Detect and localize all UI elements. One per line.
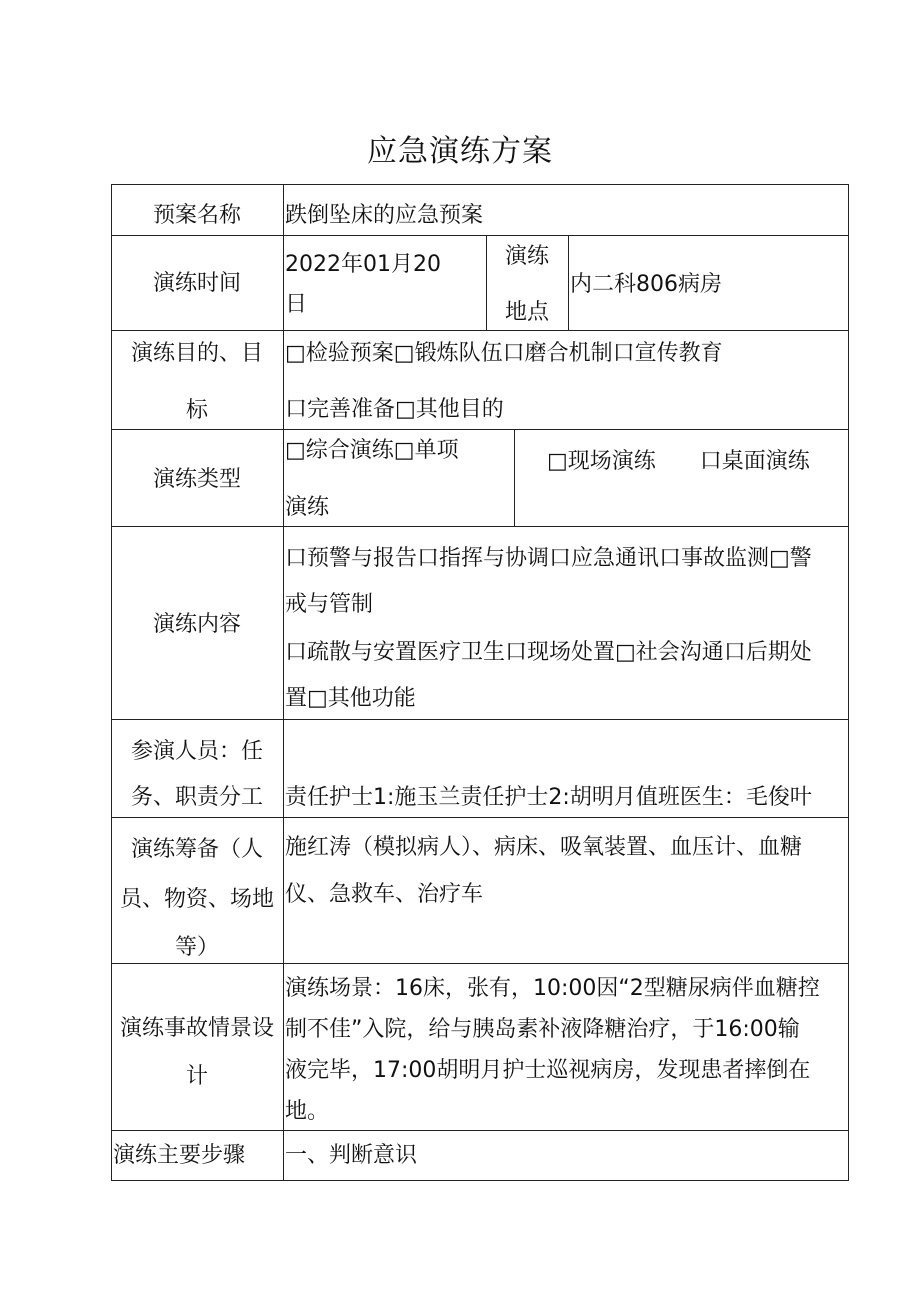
- table-rule: [111, 526, 849, 527]
- prep-line: 施红涛（模拟病人）、病床、吸氧装置、血压计、血糖: [285, 835, 803, 860]
- drill-purpose-label: 演练目的、目: [130, 341, 263, 366]
- table-rule: [111, 184, 849, 185]
- prep-label-cont: 员、物资、场地: [119, 887, 274, 912]
- prep-label-cont: 等）: [174, 935, 219, 960]
- drill-content-line: 口预警与报告口指挥与协调口应急通讯口事故监测□警: [285, 546, 812, 571]
- scenario-line: 演练场景：16床，张有，10:00因“2型糖尿病伴血糖控: [285, 976, 820, 1001]
- staff-label: 参演人员：任: [130, 739, 263, 764]
- table-rule: [848, 184, 849, 1181]
- drill-purpose-line: 口完善准备□其他目的: [285, 397, 504, 422]
- steps-label: 演练主要步骤: [113, 1143, 246, 1168]
- table-rule: [111, 719, 849, 720]
- staff-value: 责任护士1:施玉兰责任护士2:胡明月值班医生：毛俊叶: [285, 785, 812, 810]
- scenario-line: 地。: [285, 1099, 330, 1124]
- drill-type-option: □综合演练□单项: [285, 438, 459, 463]
- prep-label: 演练筹备（人: [130, 837, 263, 862]
- plan-name-label: 预案名称: [152, 203, 241, 228]
- table-rule: [111, 1130, 849, 1131]
- drill-content-line: 戒与管制: [285, 592, 374, 617]
- drill-time-label: 演练时间: [152, 271, 241, 296]
- drill-purpose-line: □检验预案□锻炼队伍口磨合机制口宣传教育: [285, 341, 723, 366]
- table-rule: [568, 235, 569, 330]
- drill-purpose-label-cont: 标: [185, 398, 208, 423]
- steps-value: 一、判断意识: [285, 1143, 418, 1168]
- drill-plan-table: [111, 184, 849, 1181]
- page-title: 应急演练方案: [367, 134, 553, 169]
- drill-type-option: □现场演练 口桌面演练: [547, 449, 810, 474]
- scenario-label-cont: 计: [185, 1064, 208, 1089]
- drill-content-label: 演练内容: [152, 612, 241, 637]
- drill-location-label: 演练: [504, 244, 549, 269]
- drill-content-line: 置□其他功能: [285, 686, 416, 711]
- scenario-line: 制不佳”入院，给与胰岛素补液降糖治疗，于16:00输: [285, 1017, 800, 1042]
- drill-type-option-cont: 演练: [285, 495, 330, 520]
- drill-type-label: 演练类型: [152, 467, 241, 492]
- prep-line: 仪、急救车、治疗车: [285, 882, 484, 907]
- drill-location-label-cont: 地点: [504, 300, 549, 325]
- drill-location-value: 内二科806病房: [570, 272, 722, 297]
- table-rule: [283, 184, 284, 1181]
- table-rule: [111, 1180, 849, 1181]
- drill-time-value-cont: 日: [285, 292, 308, 317]
- scenario-line: 液完毕，17:00胡明月护士巡视病房，发现患者摔倒在: [285, 1058, 811, 1083]
- scenario-label: 演练事故情景设: [119, 1016, 274, 1041]
- drill-time-value: 2022年01月20: [285, 252, 441, 277]
- drill-content-line: 口疏散与安置医疗卫生口现场处置□社会沟通口后期处: [285, 640, 812, 665]
- table-rule: [514, 429, 515, 526]
- plan-name-value: 跌倒坠床的应急预案: [285, 203, 484, 228]
- staff-label-cont: 务、职责分工: [130, 785, 263, 810]
